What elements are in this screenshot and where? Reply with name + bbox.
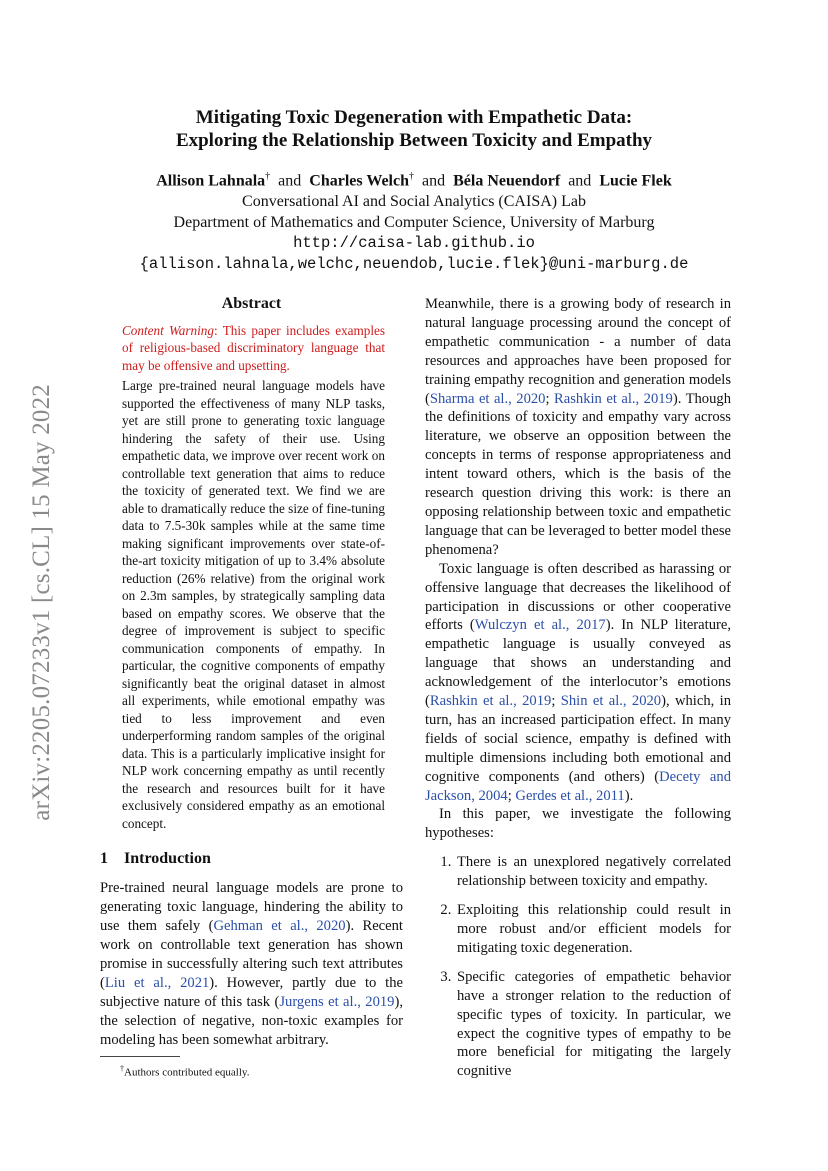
p2-text-b: ). In NLP literature, empathetic language is usually conveyed as language that shows an understanding and acknowledgement of the interlocutor’s emotions ( [425, 617, 731, 710]
p2-sep: ; [551, 693, 561, 710]
citation-liu[interactable]: Liu et al., 2021 [104, 975, 210, 992]
p2-text-d: ). [624, 787, 634, 804]
author-4: Lucie Flek [599, 172, 672, 190]
arxiv-stamp [22, 355, 62, 850]
paper-title [100, 106, 728, 152]
author-2: Charles Welch [309, 172, 409, 190]
arxiv-stamp-text: arXiv:2205.07233v1 [cs.CL] 15 May 2022 [28, 384, 55, 821]
author-names [100, 166, 728, 191]
citation-rashkin-2[interactable]: Rashkin et al., 2019 [429, 693, 552, 710]
dagger-1: † [265, 171, 271, 182]
footnote-text: Authors contributed equally. [124, 1066, 250, 1079]
author-emails: {allison.lahnala,welchc,neuendob,lucie.flek}@uni-marburg.de [139, 255, 689, 274]
intro-text-1: Pre-trained neural language models are prone to generating toxic language, hindering the ability to use them safely ( [100, 880, 403, 935]
citation-jurgens[interactable]: Jurgens et al., 2019 [279, 994, 395, 1011]
content-warning-label: Content Warning [122, 322, 214, 338]
title-line-1: Mitigating Toxic Degeneration with Empathetic Data: [195, 107, 633, 128]
intro-text-2: ). Recent work on controllable text generation has shown promise in successfully altering such text attributes ( [100, 918, 403, 992]
affiliation-lab: Conversational AI and Social Analytics (CAISA) Lab [242, 193, 586, 211]
citation-sharma[interactable]: Sharma et al., 2020 [429, 390, 546, 407]
citation-wulczyn[interactable]: Wulczyn et al., 2017 [474, 617, 606, 634]
abstract-body: Large pre-trained neural language models have supported the effectiveness of many NLP tasks, yet are still prone to generating toxic language hindering the safety of their use. Using empathetic data, we improve over recent work on controllable text generation that aims to reduce the toxicity of generated text. We find we are able to dramatically reduce the size of fine-tuning data to 7.5-30k samples while at the same time making significant improvements over state-of-the-art toxicity mitigation of up to 3.4% absolute reduction (26% relative) from the original work on 2.3m samples, by strategically sampling data based on empathy scores. We observe that the degree of improvement is subject to specific communication components of empathy. In particular, the cognitive components of empathy significantly beat the original dataset in almost all experiments, while emotional empathy was tied to less improvement and even underperforming random samples of the original data. This is a particularly implicative insight for NLP work concerning empathy as until recently the research and resources built for it have exclusively considered empathy as an emotional concept. [122, 378, 385, 831]
p2-sep-2: ; [507, 787, 516, 804]
and-2: and [421, 172, 446, 190]
p1-text-a: Meanwhile, there is a growing body of research in natural language processing around the concept of empathetic communication - a number of data resources and approaches have been proposed for training empathy recognition and generation models ( [425, 296, 731, 407]
right-paragraph-2 [425, 560, 731, 806]
footnote-rule [100, 1056, 180, 1057]
p2-text-c: ), which, in turn, has an increased participation effect. In many fields of social science, empathy is defined with multiple dimensions including both emotional and cognitive components (and others) ( [425, 693, 731, 785]
abstract [100, 322, 403, 833]
citation-gehman[interactable]: Gehman et al., 2020 [213, 918, 346, 935]
author-1: Allison Lahnala [156, 172, 266, 190]
and-1: and [278, 172, 302, 190]
intro-section-title: Introduction [124, 850, 211, 868]
intro-paragraph [100, 879, 403, 1050]
dagger-2: † [408, 171, 414, 182]
right-column [425, 295, 731, 1091]
content-warning-text: : This paper includes examples of religious-based discriminatory language that may be offensive and upsetting. [122, 322, 386, 373]
hypothesis-3: 3. Specific categories of empathetic behavior have a stronger relation to the reduction of specific types of toxicity. In particular, we expect the cognitive types of empathy to be more beneficial for mitigating the largely cognitive [455, 968, 731, 1081]
intro-text-4: ), the selection of negative, non-toxic examples for modeling has been somewhat arbitrary. [100, 994, 403, 1049]
citation-rashkin-1[interactable]: Rashkin et al., 2019 [554, 390, 673, 407]
abstract-heading: Abstract [221, 295, 282, 312]
author-block [100, 166, 728, 275]
right-paragraph-3: In this paper, we investigate the following hypotheses: [425, 806, 731, 842]
footnote-dagger: † [120, 1064, 124, 1074]
intro-heading [100, 850, 403, 869]
intro-section-number: 1 [100, 850, 108, 868]
p1-sep: ; [545, 390, 555, 407]
title-line-2: Exploring the Relationship Between Toxicity and Empathy [175, 130, 653, 151]
and-3: and [568, 172, 592, 190]
right-paragraph-1 [425, 295, 731, 560]
hypothesis-1: 1. There is an unexplored negatively correlated relationship between toxicity and empathy. [455, 853, 731, 891]
p1-text-b: ). Though the definitions of toxicity and empathy vary across literature, we observe an opposition between the concepts in terms of response appropriateness and intent toward others, which is the basis of the research question driving this work: is there an opposing relationship between toxic and empathetic language that can be leveraged to better model these phenomena? [425, 390, 731, 558]
footnote [100, 1060, 403, 1083]
left-column [100, 295, 403, 1083]
intro-text-3: ). However, partly due to the subjective nature of this task ( [100, 975, 403, 1011]
lab-url[interactable]: http://caisa-lab.github.io [293, 234, 535, 253]
author-3: Béla Neuendorf [453, 172, 561, 190]
affiliation-dept: Department of Mathematics and Computer Science, University of Marburg [173, 214, 655, 232]
citation-gerdes[interactable]: Gerdes et al., 2011 [515, 787, 625, 804]
hypothesis-2: 2. Exploiting this relationship could result in more robust and/or efficient models for mitigating toxic degeneration. [455, 901, 731, 958]
citation-shin[interactable]: Shin et al., 2020 [560, 693, 662, 710]
citation-decety[interactable]: Decety and Jackson, 2004 [425, 768, 731, 804]
p2-text-a: Toxic language is often described as harassing or offensive language that decreases the likelihood of participation in discussions or other cooperative efforts ( [425, 560, 731, 634]
hypotheses-list [425, 853, 731, 1081]
content-warning [122, 322, 385, 375]
